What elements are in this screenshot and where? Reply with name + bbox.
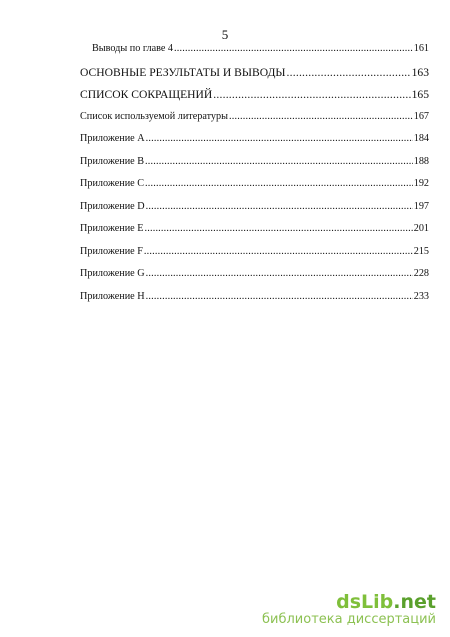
toc-entry [80,156,429,179]
toc-entry-title: СПИСОК СОКРАЩЕНИЙ [80,88,213,101]
toc-entry-page: 184 [413,133,429,144]
toc-entry [80,178,429,201]
toc-entry [80,111,429,134]
toc-entry [80,66,429,89]
toc-entry [80,133,429,156]
toc-entry [80,291,429,314]
toc-entry-title: Приложение E [80,223,144,234]
toc-leader-dots [146,291,413,302]
toc-entry-page: 192 [413,178,429,189]
page-number: 5 [221,27,229,42]
toc-leader-dots [213,88,410,101]
toc-entry [80,268,429,291]
toc-entry-page: 228 [413,268,429,279]
watermark-subtitle: библиотека диссертаций [262,612,436,627]
toc-entry [80,223,429,246]
toc-entry [80,88,429,111]
toc-entry-title: Приложение H [80,290,145,302]
toc-leader-dots [174,43,413,54]
toc-entry-title: Приложение G [80,268,145,279]
toc-entry-page: 188 [413,155,429,167]
toc-entry [80,43,429,66]
toc-entry [80,201,429,224]
toc-entry-title: Приложение A [80,133,145,144]
toc-entry-title: Приложение B [80,155,145,167]
toc-leader-dots [146,268,413,279]
watermark-logo-main: dsLib [336,591,394,613]
toc-entry-page: 201 [413,223,429,234]
toc-leader-dots [287,66,411,79]
watermark [262,592,436,627]
watermark-logo [262,592,436,612]
toc-entry-page: 215 [413,245,429,257]
toc-entry-title: Приложение D [80,200,145,212]
toc-entry-page: 161 [413,43,429,54]
toc-entry-title: ОСНОВНЫЕ РЕЗУЛЬТАТЫ И ВЫВОДЫ [80,65,286,79]
toc-entry-title: Список используемой литературы [80,110,228,122]
toc-entry-title: Приложение F [80,245,143,257]
table-of-contents [80,43,429,313]
toc-entry-page: 167 [413,110,429,122]
toc-entry-title: Выводы по главе 4 [92,43,174,54]
toc-leader-dots [146,133,413,144]
toc-entry-title: Приложение C [80,178,145,189]
watermark-logo-tld: .net [393,591,436,613]
toc-leader-dots [144,223,412,234]
toc-leader-dots [146,201,413,212]
toc-entry [80,246,429,269]
toc-leader-dots [144,246,413,257]
toc-leader-dots [229,111,413,122]
toc-entry-page: 197 [413,200,429,212]
toc-leader-dots [145,178,413,189]
toc-entry-page: 233 [413,290,429,302]
toc-entry-page: 163 [411,65,429,79]
toc-entry-page: 165 [411,88,429,101]
toc-leader-dots [145,156,413,167]
